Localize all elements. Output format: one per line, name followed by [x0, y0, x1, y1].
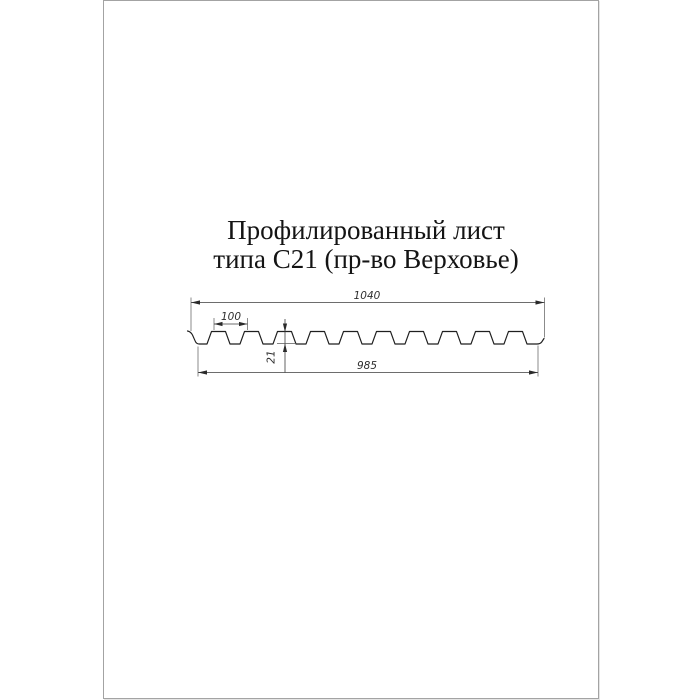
dim-label-total-width: 1040 [353, 290, 381, 302]
dimension-wave-height [266, 319, 297, 373]
profile-drawing [166, 281, 596, 391]
arrow-down-icon [283, 324, 287, 333]
arrow-up-icon [283, 344, 287, 353]
arrow-right-icon [529, 370, 538, 374]
dimension-working-width [198, 346, 538, 377]
arrow-left-icon [191, 300, 200, 304]
arrow-right-icon [536, 300, 545, 304]
dimension-total-width [191, 290, 545, 338]
drawing-title [166, 216, 566, 274]
dim-label-wave-height: 21 [265, 350, 278, 364]
title-line-2: типа С21 (пр-во Верховье) [213, 244, 519, 274]
title-line-1: Профилированный лист [227, 215, 505, 245]
dim-label-wave-pitch: 100 [220, 311, 242, 323]
sheet-profile-outline [188, 331, 545, 344]
dimension-wave-pitch [214, 311, 248, 330]
document-page [103, 0, 599, 699]
dim-label-working-width: 985 [356, 360, 378, 372]
arrow-left-icon [198, 370, 207, 374]
